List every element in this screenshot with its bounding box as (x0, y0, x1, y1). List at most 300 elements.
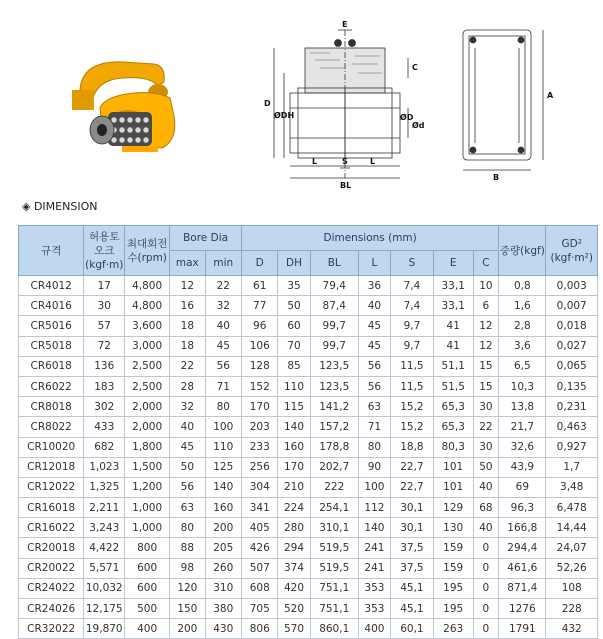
table-cell: 80 (170, 518, 205, 538)
table-cell: 519,5 (310, 558, 358, 578)
svg-text:ØDH: ØDH (274, 111, 295, 120)
table-cell: 280 (278, 518, 310, 538)
table-cell: 12 (473, 316, 499, 336)
table-cell: 56 (358, 376, 390, 396)
table-cell: CR12018 (19, 457, 84, 477)
table-cell: 14,44 (546, 518, 598, 538)
svg-text:D: D (264, 99, 271, 108)
table-row (19, 558, 598, 578)
table-cell: 302 (84, 397, 125, 417)
table-cell: 400 (358, 619, 390, 639)
table-cell: 353 (358, 578, 390, 598)
table-cell: 45 (358, 336, 390, 356)
table-cell: 0,8 (499, 276, 546, 296)
table-cell: 3,243 (84, 518, 125, 538)
table-cell: 43,9 (499, 457, 546, 477)
table-cell: 15 (473, 356, 499, 376)
table-cell: 0,135 (546, 376, 598, 396)
table-cell: 101 (433, 477, 473, 497)
table-row (19, 336, 598, 356)
table-cell: 130 (433, 518, 473, 538)
table-cell: 112 (358, 498, 390, 518)
table-cell: 37,5 (391, 558, 434, 578)
table-cell: 110 (205, 437, 241, 457)
table-cell: 1,023 (84, 457, 125, 477)
table-cell: 96,3 (499, 498, 546, 518)
table-cell: CR20018 (19, 538, 84, 558)
table-cell: 18 (170, 336, 205, 356)
table-cell: 99,7 (310, 336, 358, 356)
dimension-table (18, 225, 598, 639)
table-cell: 751,1 (310, 578, 358, 598)
table-row (19, 498, 598, 518)
table-cell: 374 (278, 558, 310, 578)
table-cell: 33,1 (433, 296, 473, 316)
table-cell: 228 (546, 599, 598, 619)
table-cell: 166,8 (499, 518, 546, 538)
table-cell: 2,000 (125, 417, 170, 437)
table-cell: 241 (358, 538, 390, 558)
table-cell: 294 (278, 538, 310, 558)
table-cell: 129 (433, 498, 473, 518)
table-cell: 12 (170, 276, 205, 296)
table-cell: 0,927 (546, 437, 598, 457)
table-cell: CR4016 (19, 296, 84, 316)
table-cell: 170 (278, 457, 310, 477)
table-cell: CR10020 (19, 437, 84, 457)
table-cell: CR32022 (19, 619, 84, 639)
table-cell: 520 (278, 599, 310, 619)
header-bore: Bore Dia (170, 226, 242, 251)
table-cell: 28 (170, 376, 205, 396)
table-cell: 2,500 (125, 376, 170, 396)
table-cell: 106 (242, 336, 278, 356)
coupling-front-drawing (260, 18, 430, 193)
table-cell: CR4012 (19, 276, 84, 296)
table-cell: 507 (242, 558, 278, 578)
table-cell: 98 (170, 558, 205, 578)
table-cell: 40 (170, 417, 205, 437)
table-cell: 420 (278, 578, 310, 598)
header-gd2: GD² (kgf·m²) (546, 226, 598, 276)
table-cell: 3,6 (499, 336, 546, 356)
table-cell: CR12022 (19, 477, 84, 497)
table-cell: 60 (278, 316, 310, 336)
table-cell: 18 (170, 316, 205, 336)
table-cell: 11,5 (391, 356, 434, 376)
table-cell: 13,8 (499, 397, 546, 417)
table-cell: 32 (170, 397, 205, 417)
table-cell: 120 (170, 578, 205, 598)
table-cell: 233 (242, 437, 278, 457)
table-cell: 400 (125, 619, 170, 639)
table-cell: 159 (433, 538, 473, 558)
table-cell: 426 (242, 538, 278, 558)
svg-text:Ød: Ød (412, 121, 425, 130)
header-weight: 중량(kgf) (499, 226, 546, 276)
table-cell: 461,6 (499, 558, 546, 578)
table-cell: 222 (310, 477, 358, 497)
table-cell: 1,800 (125, 437, 170, 457)
table-cell: 140 (205, 477, 241, 497)
table-cell: 32 (205, 296, 241, 316)
table-row (19, 376, 598, 396)
table-cell: 22 (473, 417, 499, 437)
table-cell: 45 (205, 336, 241, 356)
table-cell: 128 (242, 356, 278, 376)
table-cell: 123,5 (310, 356, 358, 376)
table-cell: 1,6 (499, 296, 546, 316)
table-cell: 6 (473, 296, 499, 316)
table-cell: 45 (170, 437, 205, 457)
subheader-E: E (433, 251, 473, 276)
table-cell: 4,800 (125, 296, 170, 316)
table-cell: 433 (84, 417, 125, 437)
table-cell: CR24022 (19, 578, 84, 598)
table-cell: CR5018 (19, 336, 84, 356)
table-cell: 0,231 (546, 397, 598, 417)
table-cell: 310 (205, 578, 241, 598)
table-cell: 0,027 (546, 336, 598, 356)
table-cell: 0,018 (546, 316, 598, 336)
table-cell: 152 (242, 376, 278, 396)
table-cell: 85 (278, 356, 310, 376)
table-cell: 256 (242, 457, 278, 477)
table-cell: 600 (125, 558, 170, 578)
coupling-side-drawing (455, 18, 565, 183)
table-cell: 12,175 (84, 599, 125, 619)
table-cell: 0,463 (546, 417, 598, 437)
svg-text:L: L (312, 157, 318, 166)
table-cell: 157,2 (310, 417, 358, 437)
table-cell: 17 (84, 276, 125, 296)
table-cell: 210 (278, 477, 310, 497)
table-cell: 99,7 (310, 316, 358, 336)
table-cell: 61 (242, 276, 278, 296)
table-cell: 19,870 (84, 619, 125, 639)
table-cell: 10,032 (84, 578, 125, 598)
table-cell: 1,325 (84, 477, 125, 497)
svg-text:ØD: ØD (400, 113, 414, 122)
table-cell: 88 (170, 538, 205, 558)
table-cell: 22 (170, 356, 205, 376)
svg-text:E: E (342, 20, 348, 29)
table-cell: 33,1 (433, 276, 473, 296)
table-cell: 30 (473, 397, 499, 417)
table-cell: 90 (358, 457, 390, 477)
table-row (19, 417, 598, 437)
table-cell: 202,7 (310, 457, 358, 477)
table-cell: 254,1 (310, 498, 358, 518)
table-cell: 150 (170, 599, 205, 619)
subheader-min: min (205, 251, 241, 276)
table-body (19, 276, 598, 639)
table-cell: 71 (358, 417, 390, 437)
table-cell: 35 (278, 276, 310, 296)
table-cell: CR16018 (19, 498, 84, 518)
table-row (19, 599, 598, 619)
table-cell: 2,8 (499, 316, 546, 336)
table-cell: 50 (278, 296, 310, 316)
table-cell: 195 (433, 578, 473, 598)
subheader-DH: DH (278, 251, 310, 276)
table-cell: 2,500 (125, 356, 170, 376)
table-cell: 4,800 (125, 276, 170, 296)
table-cell: 63 (358, 397, 390, 417)
table-cell: 224 (278, 498, 310, 518)
table-cell: CR8022 (19, 417, 84, 437)
table-cell: 3,600 (125, 316, 170, 336)
table-cell: 21,7 (499, 417, 546, 437)
table-cell: 45,1 (391, 599, 434, 619)
table-cell: 751,1 (310, 599, 358, 619)
table-cell: 380 (205, 599, 241, 619)
table-cell: 140 (278, 417, 310, 437)
table-cell: 63 (170, 498, 205, 518)
subheader-D: D (242, 251, 278, 276)
table-cell: 9,7 (391, 336, 434, 356)
table-cell: 100 (358, 477, 390, 497)
table-cell: 205 (205, 538, 241, 558)
table-cell: 30,1 (391, 518, 434, 538)
table-cell: 30 (84, 296, 125, 316)
table-cell: 341 (242, 498, 278, 518)
table-cell: 7,4 (391, 296, 434, 316)
header-torque: 허용토오크(kgf·m) (84, 226, 125, 276)
table-cell: 51,5 (433, 376, 473, 396)
table-cell: 0,065 (546, 356, 598, 376)
table-row (19, 518, 598, 538)
table-cell: 32,6 (499, 437, 546, 457)
table-cell: 871,4 (499, 578, 546, 598)
table-cell: 96 (242, 316, 278, 336)
coupling-photo (62, 42, 192, 172)
subheader-S: S (391, 251, 434, 276)
table-cell: 3,000 (125, 336, 170, 356)
table-cell: 80 (205, 397, 241, 417)
table-cell: 87,4 (310, 296, 358, 316)
table-cell: 0,003 (546, 276, 598, 296)
table-cell: 200 (170, 619, 205, 639)
table-cell: 70 (278, 336, 310, 356)
table-cell: 50 (170, 457, 205, 477)
table-cell: 45 (358, 316, 390, 336)
section-title: ◈ DIMENSION (22, 200, 98, 213)
table-cell: 12 (473, 336, 499, 356)
subheader-C: C (473, 251, 499, 276)
table-row (19, 316, 598, 336)
table-cell: 806 (242, 619, 278, 639)
table-cell: 1276 (499, 599, 546, 619)
table-cell: 432 (546, 619, 598, 639)
subheader-BL: BL (310, 251, 358, 276)
table-row (19, 477, 598, 497)
table-cell: 22 (205, 276, 241, 296)
table-cell: 405 (242, 518, 278, 538)
table-cell: 45,1 (391, 578, 434, 598)
table-cell: 430 (205, 619, 241, 639)
table-cell: 60,1 (391, 619, 434, 639)
table-cell: 65,3 (433, 417, 473, 437)
table-cell: 100 (205, 417, 241, 437)
table-row (19, 276, 598, 296)
table-cell: 36 (358, 276, 390, 296)
table-cell: 0,007 (546, 296, 598, 316)
table-cell: 50 (473, 457, 499, 477)
table-cell: 108 (546, 578, 598, 598)
table-row (19, 296, 598, 316)
table-cell: 195 (433, 599, 473, 619)
table-cell: 22,7 (391, 457, 434, 477)
table-cell: 30 (473, 437, 499, 457)
table-cell: 22,7 (391, 477, 434, 497)
table-cell: 203 (242, 417, 278, 437)
table-cell: 40 (205, 316, 241, 336)
table-cell: CR16022 (19, 518, 84, 538)
table-cell: 15,2 (391, 397, 434, 417)
table-row (19, 437, 598, 457)
table-cell: 141,2 (310, 397, 358, 417)
table-cell: 608 (242, 578, 278, 598)
table-row (19, 356, 598, 376)
table-cell: 353 (358, 599, 390, 619)
header-speed: 최대회전수(rpm) (125, 226, 170, 276)
table-row (19, 538, 598, 558)
table-cell: CR6018 (19, 356, 84, 376)
table-cell: 41 (433, 316, 473, 336)
table-cell: 0 (473, 538, 499, 558)
svg-text:C: C (412, 63, 418, 72)
table-cell: 263 (433, 619, 473, 639)
table-row (19, 397, 598, 417)
table-cell: CR5016 (19, 316, 84, 336)
svg-text:A: A (547, 91, 554, 100)
subheader-L: L (358, 251, 390, 276)
table-row (19, 457, 598, 477)
table-cell: 200 (205, 518, 241, 538)
table-cell: 1,500 (125, 457, 170, 477)
svg-text:B: B (493, 173, 500, 182)
table-cell: 178,8 (310, 437, 358, 457)
table-cell: 40 (358, 296, 390, 316)
subheader-max: max (170, 251, 205, 276)
table-cell: 71 (205, 376, 241, 396)
table-cell: 125 (205, 457, 241, 477)
table-cell: 682 (84, 437, 125, 457)
table-cell: 40 (473, 477, 499, 497)
table-cell: 5,571 (84, 558, 125, 578)
table-cell: 24,07 (546, 538, 598, 558)
table-cell: 80 (358, 437, 390, 457)
table-cell: 6,478 (546, 498, 598, 518)
table-cell: 80,3 (433, 437, 473, 457)
table-cell: 37,5 (391, 538, 434, 558)
header-model: 규격 (19, 226, 84, 276)
table-cell: 68 (473, 498, 499, 518)
table-cell: 0 (473, 619, 499, 639)
table-cell: 7,4 (391, 276, 434, 296)
table-cell: 56 (205, 356, 241, 376)
table-cell: 65,3 (433, 397, 473, 417)
table-cell: 30,1 (391, 498, 434, 518)
table-cell: 56 (358, 356, 390, 376)
table-cell: 160 (205, 498, 241, 518)
table-cell: 136 (84, 356, 125, 376)
table-cell: 0 (473, 578, 499, 598)
table-cell: 304 (242, 477, 278, 497)
table-cell: 1,7 (546, 457, 598, 477)
table-row (19, 578, 598, 598)
table-cell: 4,422 (84, 538, 125, 558)
header-dimensions: Dimensions (mm) (242, 226, 499, 251)
table-cell: CR20022 (19, 558, 84, 578)
table-cell: 123,5 (310, 376, 358, 396)
table-cell: 800 (125, 538, 170, 558)
svg-text:L: L (370, 157, 376, 166)
table-cell: 600 (125, 578, 170, 598)
table-cell: 294,4 (499, 538, 546, 558)
table-cell: 705 (242, 599, 278, 619)
table-cell: 52,26 (546, 558, 598, 578)
table-cell: CR8018 (19, 397, 84, 417)
table-cell: 160 (278, 437, 310, 457)
table-cell: 2,000 (125, 397, 170, 417)
table-cell: 519,5 (310, 538, 358, 558)
table-cell: 79,4 (310, 276, 358, 296)
table-cell: 10,3 (499, 376, 546, 396)
table-cell: 72 (84, 336, 125, 356)
svg-text:BL: BL (340, 181, 352, 190)
table-cell: 11,5 (391, 376, 434, 396)
table-cell: 0 (473, 599, 499, 619)
table-cell: 9,7 (391, 316, 434, 336)
table-cell: 1,000 (125, 518, 170, 538)
table-cell: 241 (358, 558, 390, 578)
table-cell: 115 (278, 397, 310, 417)
table-cell: CR24026 (19, 599, 84, 619)
table-cell: 77 (242, 296, 278, 316)
table-cell: 15,2 (391, 417, 434, 437)
table-cell: 183 (84, 376, 125, 396)
table-cell: 1,000 (125, 498, 170, 518)
table-cell: 310,1 (310, 518, 358, 538)
table-cell: 170 (242, 397, 278, 417)
table-cell: 570 (278, 619, 310, 639)
table-cell: 110 (278, 376, 310, 396)
table-cell: 16 (170, 296, 205, 316)
table-cell: 101 (433, 457, 473, 477)
table-cell: 10 (473, 276, 499, 296)
table-cell: 260 (205, 558, 241, 578)
table-cell: 0 (473, 558, 499, 578)
table-cell: 56 (170, 477, 205, 497)
table-cell: 41 (433, 336, 473, 356)
table-cell: 1,200 (125, 477, 170, 497)
table-cell: 40 (473, 518, 499, 538)
table-cell: 15 (473, 376, 499, 396)
table-cell: 69 (499, 477, 546, 497)
table-cell: 18,8 (391, 437, 434, 457)
table-cell: 159 (433, 558, 473, 578)
table-cell: 2,211 (84, 498, 125, 518)
table-cell: 57 (84, 316, 125, 336)
table-cell: 51,1 (433, 356, 473, 376)
table-cell: 860,1 (310, 619, 358, 639)
svg-text:S: S (342, 157, 348, 166)
table-cell: 6,5 (499, 356, 546, 376)
table-cell: 140 (358, 518, 390, 538)
table-cell: 1791 (499, 619, 546, 639)
